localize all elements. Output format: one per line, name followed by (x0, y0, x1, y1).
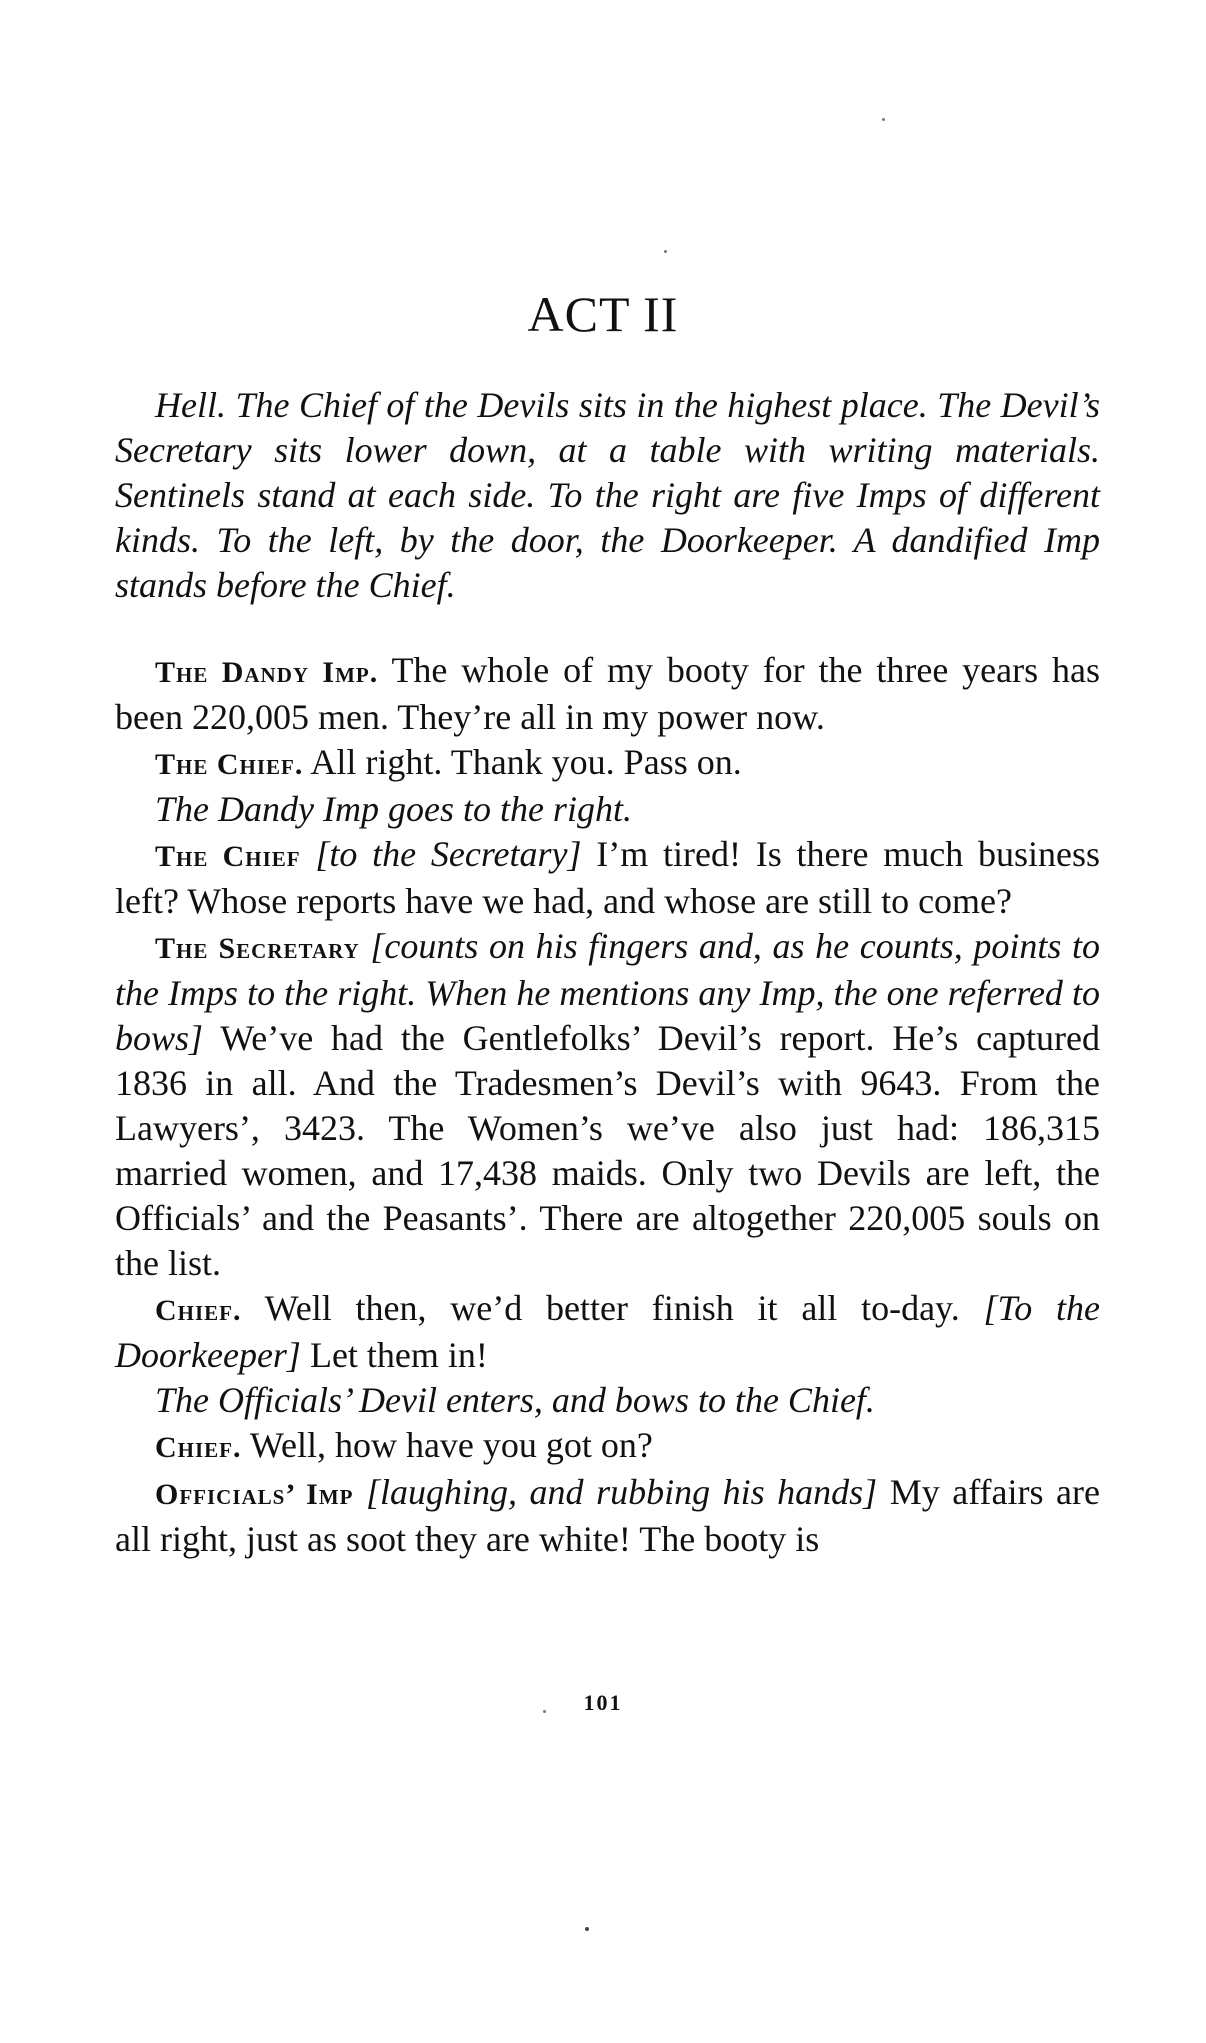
act-heading: ACT II (527, 286, 679, 342)
paper-speck (664, 250, 667, 253)
dialogue-line (115, 1286, 1100, 1378)
speech-text: Well then, we’d better finish it all to-day. (241, 1288, 984, 1328)
inline-stage-direction: The Officials’ Devil enters, and bows to the Chief. (155, 1380, 875, 1420)
paper-speck (882, 118, 885, 121)
dialogue-line (115, 1423, 1100, 1470)
inline-stage-direction: The Dandy Imp goes to the right. (155, 789, 632, 829)
speech-direction: [to the Secretary] (315, 834, 582, 874)
speech-text: All right. Thank you. Pass on. (303, 742, 742, 782)
speech-text: Well, how have you got on? (241, 1425, 653, 1465)
dialogue-line (115, 832, 1100, 924)
speech-direction: [counts on his fingers and, as he counts, points to the Imps to the right. When he mentions any Imp, the one referred to bows] (115, 926, 1101, 1058)
paper-speck (543, 1710, 546, 1713)
paper-speck (585, 1927, 589, 1931)
speaker-name: The Chief. (155, 748, 304, 781)
speech-text: Let them in! (300, 1335, 488, 1375)
speaker-name: The Chief (155, 840, 301, 873)
dialogue-line (115, 1470, 1100, 1562)
speech-text: The whole of my booty for the three years has been 220,005 men. They’re all in my power now. (115, 650, 1100, 737)
speaker-name: The Dandy Imp. (155, 656, 379, 689)
speaker-name: Chief. (155, 1431, 242, 1464)
speaker-name: Officials’ Imp (155, 1478, 354, 1511)
opening-stage-direction (115, 383, 1100, 608)
dialogue (115, 648, 1100, 1562)
speaker-name: The Secretary (155, 932, 360, 965)
speech-direction: [To the Doorkeeper] (115, 1288, 1100, 1375)
speech-text: We’ve had the Gentlefolks’ Devil’s report. He’s captured 1836 in all. And the Tradesmen’s Devil’s with 9643. From the Lawyers’, 3423. The Women’s we’ve also just had: 186,315 married women, and 17,438 maids. Only two Devils are left, the Officials’ and the Peasants’. There are altogether 220,005 souls on the list. (115, 1018, 1100, 1283)
stage-direction-text: Hell. The Chief of the Devils sits in the highest place. The Devil’s Secretary sits lower down, at a table with writing materials. Sentinels stand at each side. To the right are five Imps of different kinds. To the left, by the door, the Doorkeeper. A dandified Imp stands before the Chief. (115, 385, 1100, 605)
speech-text: I’m tired! Is there much business left? Whose reports have we had, and whose are still to come? (115, 834, 1100, 921)
dialogue-line (115, 740, 1100, 787)
dialogue-line (115, 648, 1100, 740)
dialogue-line (115, 924, 1100, 1286)
page-number: 101 (583, 1690, 623, 1715)
speaker-name: Chief. (155, 1294, 242, 1327)
speech-text: My affairs are all right, just as soot they are white! The booty is (115, 1472, 1100, 1559)
speech-direction: [laughing, and rubbing his hands] (366, 1472, 878, 1512)
